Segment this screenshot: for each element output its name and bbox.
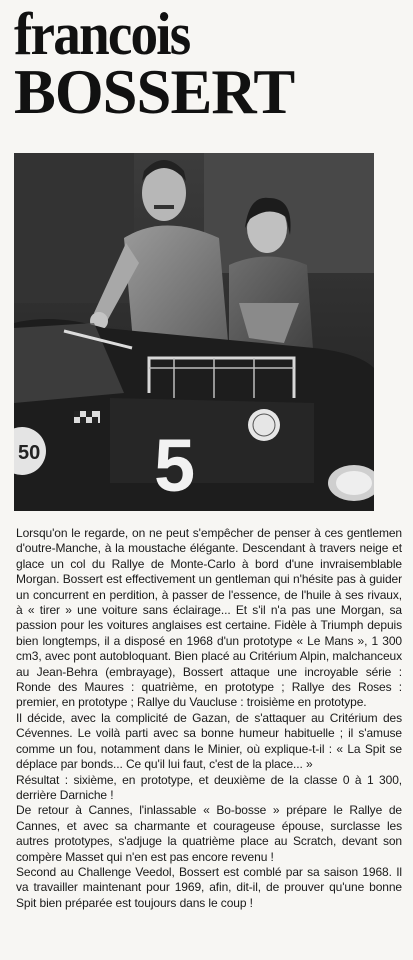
headline-first-name: francois	[14, 1, 190, 67]
driver-photo	[14, 153, 374, 511]
article-paragraph: Second au Challenge Veedol, Bossert est comblé par sa saison 1968. Il va travailler maintenant pour 1969, afin, dit-il, de prouver qu'une bonne Spit bien préparée est toujours dans le coup !	[16, 864, 402, 910]
article-paragraph: Lorsqu'on le regarde, on ne peut s'empêcher de penser à ces gentlemen d'outre-Manche, à la moustache élégante. Descendant à travers neige et glace un col du Rallye de Monte-Carlo à bord d'une invraisemblable Morgan. Bossert est effectivement un gentleman qui n'hésite pas à guider un concurrent en perdition, à passer de l'essence, de l'huile à ses rivaux, à « tirer » une voiture sans éclairage... Et s'il n'a pas une Morgan, sa passion pour les voitures anglaises est certaine. Fidèle à Triumph depuis bien longtemps, il a disposé en 1968 d'un prototype « Le Mans », 1 300 cm3, avec pont autobloquant. Bien placé au Critérium Alpin, malchanceux au Jean-Behra (embrayage), Bossert attaque une incroyable série : Ronde des Maures : quatrième, en prototype ; Rallye des Roses : premier, en prototype ; Rallye du Vaucluse : troisième en prototype.	[16, 526, 402, 710]
car-number: 5	[154, 424, 196, 507]
article-paragraph: Il décide, avec la complicité de Gazan, de s'attaquer au Critérium des Cévennes. Le voilà parti avec sa bonne humeur habituelle ; il s'amuse comme un fou, notamment dans le Minier, où explique-t-il : « La Spit se déplace par bonds... Ce qu'il lui faut, c'est de la place... »	[16, 710, 402, 772]
article-paragraph: De retour à Cannes, l'inlassable « Bo-bosse » prépare le Rallye de Cannes, et avec sa charmante et courageuse épouse, surclasse les autres prototypes, s'adjuge la quatrième place au Scratch, devant son compère Masset qui n'en est pas encore revenu !	[16, 803, 402, 864]
article-paragraph: Résultat : sixième, en prototype, et deuxième de la classe 0 à 1 300, derrière Darniche !	[16, 772, 402, 802]
article-headline	[14, 1, 300, 127]
svg-text:50: 50	[18, 442, 41, 464]
headline-last-name: BOSSERT	[14, 56, 295, 127]
article-body	[16, 526, 402, 911]
